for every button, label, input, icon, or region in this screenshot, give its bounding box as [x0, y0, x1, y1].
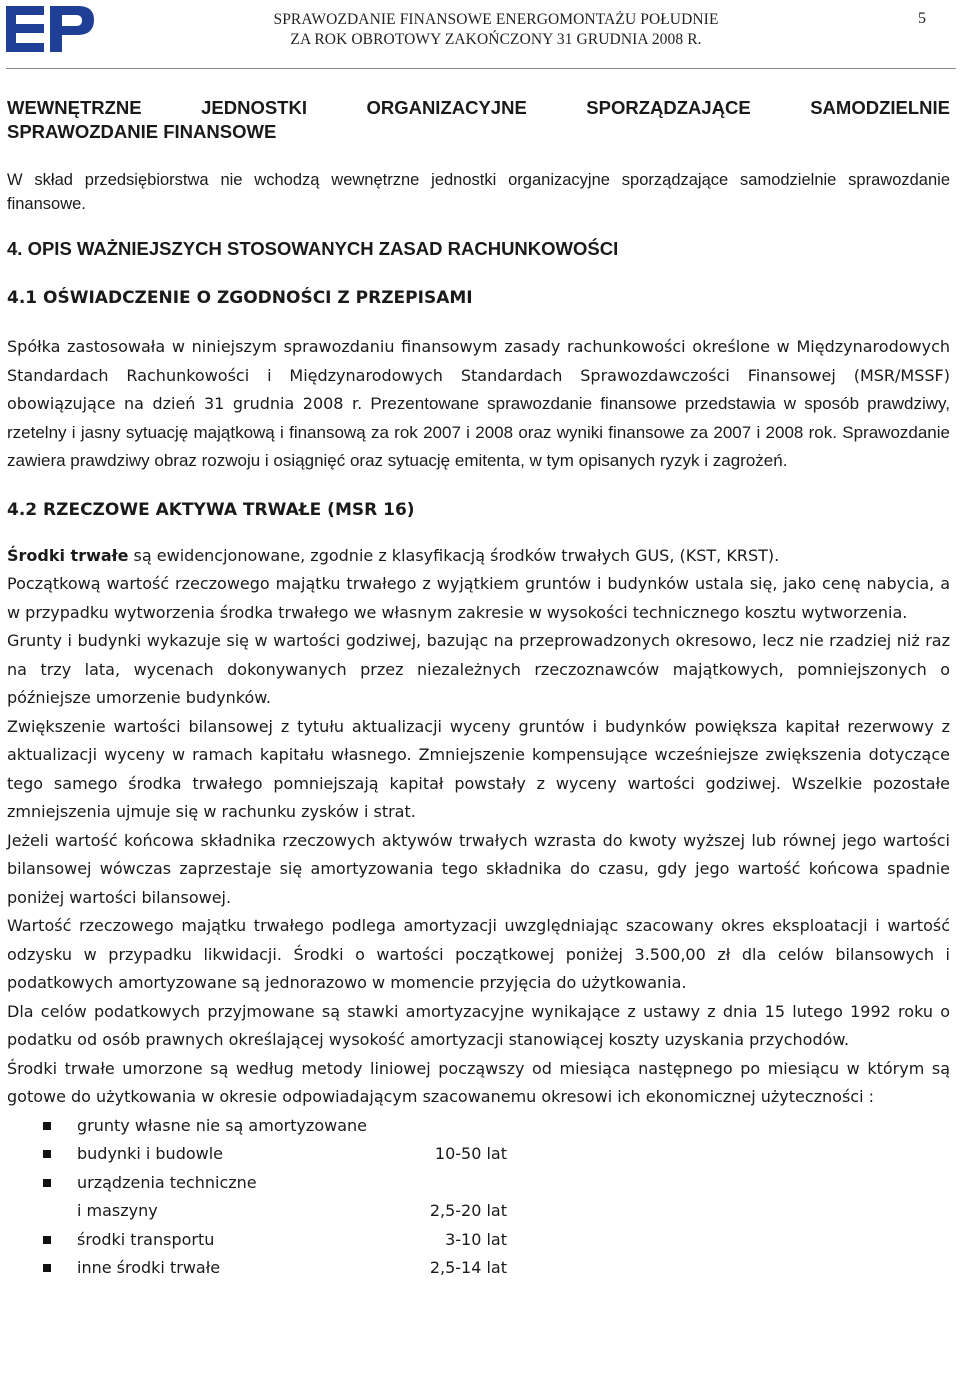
- list-item-continuation: [7, 1197, 950, 1226]
- list-item: [7, 1140, 950, 1169]
- section42-lead-bold: Środki trwałe: [7, 545, 129, 565]
- document-header-title: [246, 10, 746, 50]
- list-item-value: 2,5-20 lat: [429, 1201, 507, 1220]
- header-title-line2: ZA ROK OBROTOWY ZAKOŃCZONY 31 GRUDNIA 2008 R.: [290, 31, 702, 48]
- list-item-label: i maszyny: [77, 1201, 158, 1220]
- section41-text: [7, 333, 950, 476]
- section41-text-b: Prezentowane sprawozdanie finansowe przedstawia w sposób prawdziwy, rzetelny i jasny sytuację majątkową i finansową za rok 2007 i 2008 oraz wyniki finansowe za 2007 i 2008 rok. Sprawozdanie zawiera prawdziwy obraz rozwoju i osiągnięć oraz sytuację emitenta, w tym opisanych ryzyk i zagrożeń.: [7, 394, 950, 470]
- section42-paragraph-7: Środki trwałe umorzone są według metody liniowej począwszy od miesiąca następnego po miesiącu w którym są gotowe do użytkowania w okresie odpowiadającym szacowanemu okresowi ich ekonomicznej użyteczności :: [7, 1058, 950, 1106]
- section42-heading: 4.2 RZECZOWE AKTYWA TRWAŁE (MSR 16): [7, 499, 415, 520]
- list-item-label: grunty własne nie są amortyzowane: [77, 1115, 367, 1135]
- section42-lead-rest: są ewidencjonowane, zgodnie z klasyfikacją środków trwałych GUS, (KST, KRST).: [128, 545, 780, 565]
- section42-paragraph-3: Zwiększenie wartości bilansowej z tytułu aktualizacji wyceny gruntów i budynków powiększa kapitał rezerwowy z aktualizacji wyceny w ramach kapitału własnego. Zmniejszenie kompensujące wcześniejsze zwiększenia dotyczące tego samego środka trwałego pomniejszają kapitał powstały z wyceny wartości godziwej. Wszelkie pozostałe zmniejszenia ujmuje się w rachunku zysków i strat.: [7, 716, 950, 821]
- header-title-line1: SPRAWOZDANIE FINANSOWE ENERGOMONTAŻU POŁUDNIE: [273, 11, 719, 28]
- bullet-icon: [43, 1179, 51, 1187]
- list-item: [7, 1169, 950, 1198]
- section42-lead: [7, 542, 950, 571]
- units-heading-line1: WEWNĘTRZNE JEDNOSTKI ORGANIZACYJNE SPORZĄDZAJĄCE SAMODZIELNIE: [7, 97, 950, 118]
- page-number: 5: [918, 10, 926, 27]
- units-heading: [7, 96, 950, 144]
- bullet-icon: [43, 1150, 51, 1158]
- bullet-icon: [43, 1122, 51, 1130]
- list-item-value: 10-50 lat: [434, 1144, 507, 1163]
- list-item-label: budynki i budowle: [77, 1144, 224, 1163]
- section42-paragraph-1: Początkową wartość rzeczowego majątku trwałego z wyjątkiem gruntów i budynków ustala się, jako cenę nabycia, a w przypadku wytworzenia środka trwałego we własnym zakresie w wysokości technicznego kosztu wytworzenia.: [7, 574, 950, 622]
- section41-text-a: Spółka zastosowała w niniejszym sprawozdaniu finansowym zasady rachunkowości określone w Międzynarodowych Standardach Rachunkowości i Międzynarodowych Standardach Sprawozdawczości Finansowej (MSR/MSSF) obowiązujące na dzień 31 grudnia 2008 r.: [7, 337, 950, 413]
- section41-heading: 4.1 OŚWIADCZENIE O ZGODNOŚCI Z PRZEPISAMI: [7, 288, 473, 308]
- page-content: [7, 96, 950, 1283]
- list-item-value: 2,5-14 lat: [429, 1258, 507, 1277]
- section4-heading: 4. OPIS WAŻNIEJSZYCH STOSOWANYCH ZASAD RACHUNKOWOŚCI: [7, 238, 619, 259]
- list-item: [7, 1254, 950, 1283]
- list-item-label: środki transportu: [77, 1229, 215, 1249]
- section42-paragraph-6: Dla celów podatkowych przyjmowane są stawki amortyzacyjne wynikające z ustawy z dnia 15 lutego 1992 roku o podatku od osób prawnych określającej wysokość amortyzacji stanowiącej koszty uzyskania przychodów.: [7, 1001, 950, 1049]
- list-item-label: urządzenia techniczne: [77, 1172, 257, 1192]
- list-item-value: 3-10 lat: [445, 1229, 507, 1249]
- list-item: [7, 1112, 950, 1141]
- company-logo: [6, 6, 96, 52]
- section42-paragraph-4: Jeżeli wartość końcowa składnika rzeczowych aktywów trwałych wzrasta do kwoty wyższej lub równej jego wartości bilansowej wówczas zaprzestaje się amortyzowania tego składnika do czasu, gdy jego wartość końcowa spadnie poniżej wartości bilansowej.: [7, 830, 950, 907]
- units-heading-line2: SPRAWOZDANIE FINANSOWE: [7, 121, 277, 142]
- list-item-label: inne środki trwałe: [77, 1258, 221, 1277]
- list-item: [7, 1226, 950, 1255]
- depreciation-list: [7, 1112, 950, 1283]
- section42-paragraph-2: Grunty i budynki wykazuje się w wartości godziwej, bazując na przeprowadzonych okresowo, lecz nie rzadziej niż raz na trzy lata, wycenach dokonywanych przez niezależnych rzeczoznawców majątkowych, pomniejszonych o późniejsze umorzenie budynków.: [7, 631, 950, 707]
- bullet-icon: [43, 1264, 51, 1272]
- section42-paragraph-5: Wartość rzeczowego majątku trwałego podlega amortyzacji uwzględniając szacowany okres eksploatacji i wartość odzysku w przypadku likwidacji. Środki o wartości początkowej poniżej 3.500,00 zł dla celów bilansowych i podatkowych amortyzowane są jednorazowo w momencie przyjęcia do użytkowania.: [7, 916, 950, 992]
- header-divider: [6, 68, 956, 69]
- bullet-icon: [43, 1236, 51, 1244]
- units-text: W skład przedsiębiorstwa nie wchodzą wewnętrzne jednostki organizacyjne sporządzające samodzielnie sprawozdanie finansowe.: [7, 171, 950, 213]
